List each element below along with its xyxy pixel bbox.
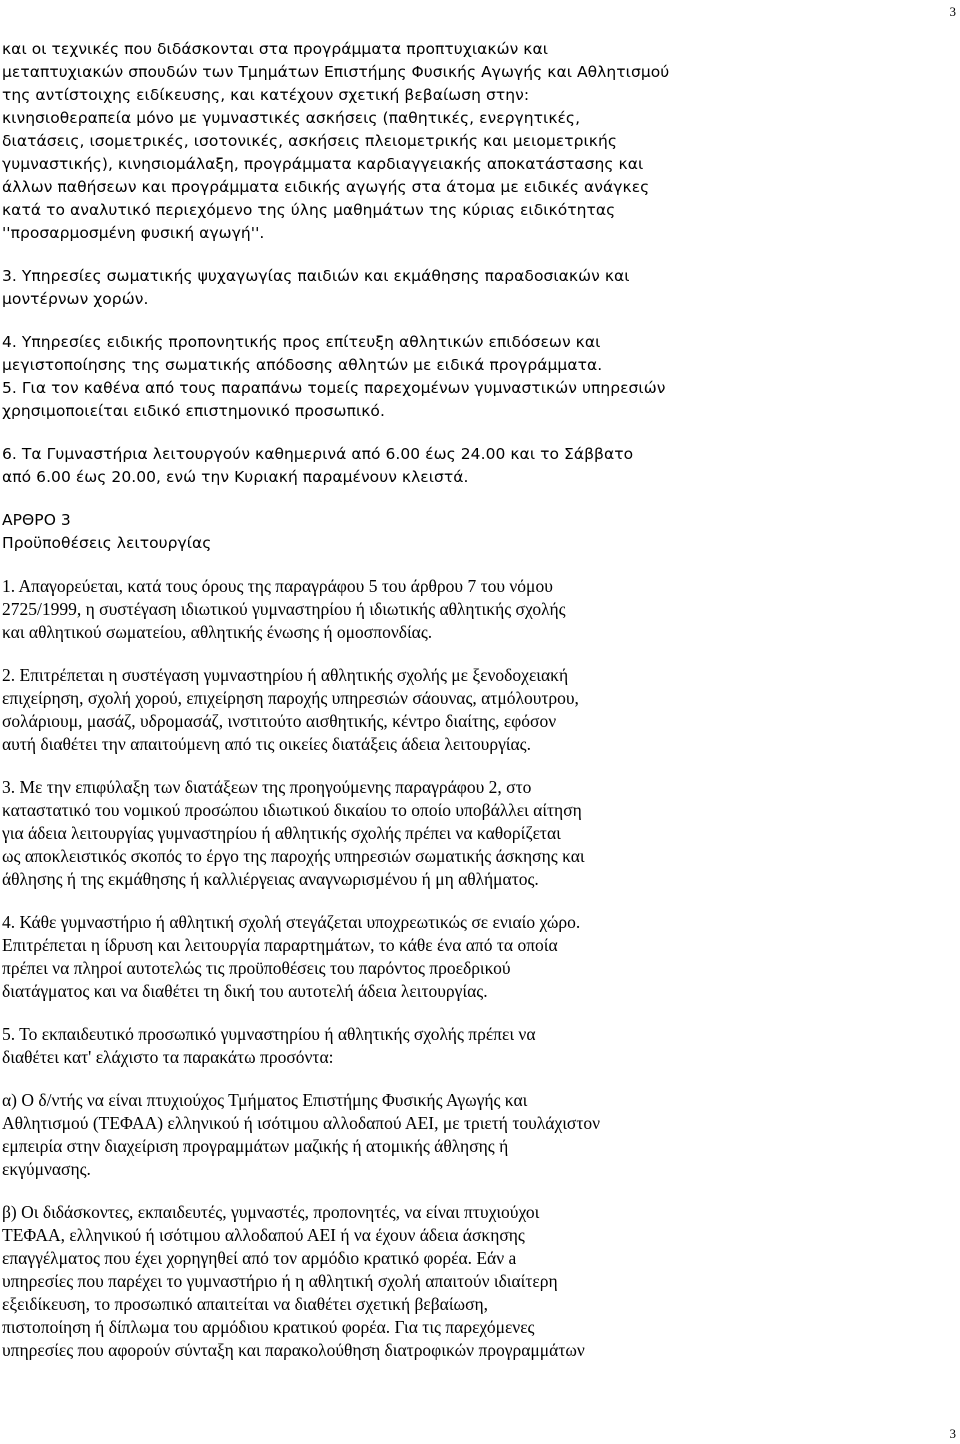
text-line: 2725/1999, η συστέγαση ιδιωτικού γυμναστηρίου ή ιδιωτικής αθλητικής σχολής	[2, 599, 566, 619]
text-line: Επιτρέπεται η ίδρυση και λειτουργία παραρτημάτων, το κάθε ένα από τα οποία	[2, 935, 558, 955]
text-line: β) Οι διδάσκοντες, εκπαιδευτές, γυμναστές, προπονητές, να είναι πτυχιούχοι	[2, 1202, 540, 1222]
text-line: 5. Το εκπαιδευτικό προσωπικό γυμναστηρίου ή αθλητικής σχολής πρέπει να	[2, 1024, 536, 1044]
text-line: αυτή διαθέτει την απαιτούμενη από τις οικείες διατάξεις άδεια λειτουργίας.	[2, 734, 531, 754]
text-line: εμπειρία στην διαχείριση προγραμμάτων μαζικής ή ατομικής άθλησης ή	[2, 1136, 509, 1156]
text-line: για άδεια λειτουργίας γυμναστηρίου ή αθλητικής σχολής πρέπει να καθορίζεται	[2, 823, 561, 843]
text-line: γυμναστικής), κινησιομάλαξη, προγράμματα καρδιαγγειακής αποκατάστασης και	[2, 155, 644, 173]
paragraph-art3-5b	[2, 1201, 902, 1362]
text-line: άλλων παθήσεων και προγράμματα ειδικής αγωγής στα άτομα με ειδικές ανάγκες	[2, 178, 650, 196]
text-line: α) Ο δ/ντής να είναι πτυχιούχος Τμήματος Επιστήμης Φυσικής Αγωγής και	[2, 1090, 528, 1110]
text-line: εξειδίκευση, το προσωπικό απαιτείται να διαθέτει σχετική βεβαίωση,	[2, 1294, 489, 1314]
text-line: 2. Επιτρέπεται η συστέγαση γυμναστηρίου ή αθλητικής σχολής με ξενοδοχειακή	[2, 665, 569, 685]
text-line: της αντίστοιχης ειδίκευσης, και κατέχουν σχετική βεβαίωση στην:	[2, 86, 530, 104]
text-line: κατά το αναλυτικό περιεχόμενο της ύλης μαθημάτων της κύριας ειδικότητας	[2, 201, 616, 219]
paragraph-art3-1	[2, 575, 902, 644]
paragraph-art3-2	[2, 664, 902, 756]
text-line: διαθέτει κατ' ελάχιστο τα παρακάτω προσόντα:	[2, 1047, 334, 1067]
text-line: επιχείρηση, σχολή χορού, επιχείρηση παροχής υπηρεσιών σάουνας, ατμόλουτρου,	[2, 688, 579, 708]
text-line: μοντέρνων χορών.	[2, 290, 149, 308]
text-line: και αθλητικού σωματείου, αθλητικής ένωσης ή ομοσπονδίας.	[2, 622, 433, 642]
text-line: πρέπει να πληροί αυτοτελώς τις προϋποθέσεις του παρόντος προεδρικού	[2, 958, 511, 978]
text-line: 5. Για τον καθένα από τους παραπάνω τομείς παρεχομένων γυμναστικών υπηρεσιών	[2, 379, 666, 397]
text-line: σολάριουμ, μασάζ, υδρομασάζ, ινστιτούτο αισθητικής, κέντρο διαίτης, εφόσον	[2, 711, 557, 731]
page-number-top: 3	[949, 4, 956, 19]
text-line: και οι τεχνικές που διδάσκονται στα προγράμματα προπτυχιακών και	[2, 40, 549, 58]
text-line: 6. Τα Γυμναστήρια λειτουργούν καθημερινά από 6.00 έως 24.00 και το Σάββατο	[2, 445, 634, 463]
text-line: χρησιμοποιείται ειδικό επιστημονικό προσωπικό.	[2, 402, 385, 420]
text-line: εκγύμνασης.	[2, 1159, 91, 1179]
paragraph-art3-5a	[2, 1089, 902, 1181]
text-line: 3. Υπηρεσίες σωματικής ψυχαγωγίας παιδιών και εκμάθησης παραδοσιακών και	[2, 267, 630, 285]
text-line: ως αποκλειστικός σκοπός το έργο της παροχής υπηρεσιών σωματικής άσκησης και	[2, 846, 585, 866]
text-line: ''προσαρμοσμένη φυσική αγωγή''.	[2, 224, 265, 242]
article-title: Προϋποθέσεις λειτουργίας	[2, 534, 212, 552]
paragraph-items-4-5	[2, 331, 902, 423]
text-line: υπηρεσίες που αφορούν σύνταξη και παρακολούθηση διατροφικών προγραμμάτων	[2, 1340, 585, 1360]
text-line: μεγιστοποίησης της σωματικής απόδοσης αθλητών με ειδικά προγράμματα.	[2, 356, 603, 374]
text-line: 4. Κάθε γυμναστήριο ή αθλητική σχολή στεγάζεται υποχρεωτικώς σε ενιαίο χώρο.	[2, 912, 581, 932]
paragraph-art3-3	[2, 776, 902, 891]
text-line: πιστοποίηση ή δίπλωμα του αρμόδιου κρατικού φορέα. Για τις παρεχόμενες	[2, 1317, 535, 1337]
text-line: διατάγματος και να διαθέτει τη δική του αυτοτελή άδεια λειτουργίας.	[2, 981, 488, 1001]
text-line: Αθλητισμού (ΤΕΦΑΑ) ελληνικού ή ισότιμου αλλοδαπού ΑΕΙ, με τριετή τουλάχιστον	[2, 1113, 601, 1133]
text-line: καταστατικό του νομικού προσώπου ιδιωτικού δικαίου το οποίο υποβάλλει αίτηση	[2, 800, 582, 820]
paragraph-art3-4	[2, 911, 902, 1003]
text-line: άθλησης ή της εκμάθησης ή καλλιέργειας αναγνωρισμένου ή μη αθλήματος.	[2, 869, 539, 889]
article-number: ΑΡΘΡΟ 3	[2, 511, 71, 529]
text-line: κινησιοθεραπεία μόνο με γυμναστικές ασκήσεις (παθητικές, ενεργητικές,	[2, 109, 581, 127]
text-line: 4. Υπηρεσίες ειδικής προπονητικής προς επίτευξη αθλητικών επιδόσεων και	[2, 333, 601, 351]
paragraph-qualifications-cont	[2, 38, 902, 245]
page-number-bottom: 3	[949, 1426, 956, 1441]
text-line: επαγγέλματος που έχει χορηγηθεί από τον αρμόδιο κρατικό φορέα. Εάν a	[2, 1248, 517, 1268]
text-line: μεταπτυχιακών σπουδών των Τμημάτων Επιστήμης Φυσικής Αγωγής και Αθλητισμού	[2, 63, 670, 81]
text-line: 1. Απαγορεύεται, κατά τους όρους της παραγράφου 5 του άρθρου 7 του νόμου	[2, 576, 553, 596]
text-line: 3. Με την επιφύλαξη των διατάξεων της προηγούμενης παραγράφου 2, στο	[2, 777, 532, 797]
text-line: ΤΕΦΑΑ, ελληνικού ή ισότιμου αλλοδαπού ΑΕΙ ή να έχουν άδεια άσκησης	[2, 1225, 525, 1245]
text-line: υπηρεσίες που παρέχει το γυμναστήριο ή η αθλητική σχολή απαιτούν ιδιαίτερη	[2, 1271, 558, 1291]
article-heading	[2, 509, 902, 555]
document-body	[0, 38, 902, 1362]
paragraph-item-3	[2, 265, 902, 311]
paragraph-item-6	[2, 443, 902, 489]
text-line: από 6.00 έως 20.00, ενώ την Κυριακή παραμένουν κλειστά.	[2, 468, 469, 486]
paragraph-art3-5	[2, 1023, 902, 1069]
text-line: διατάσεις, ισομετρικές, ισοτονικές, ασκήσεις πλειομετρικής και μειομετρικής	[2, 132, 617, 150]
